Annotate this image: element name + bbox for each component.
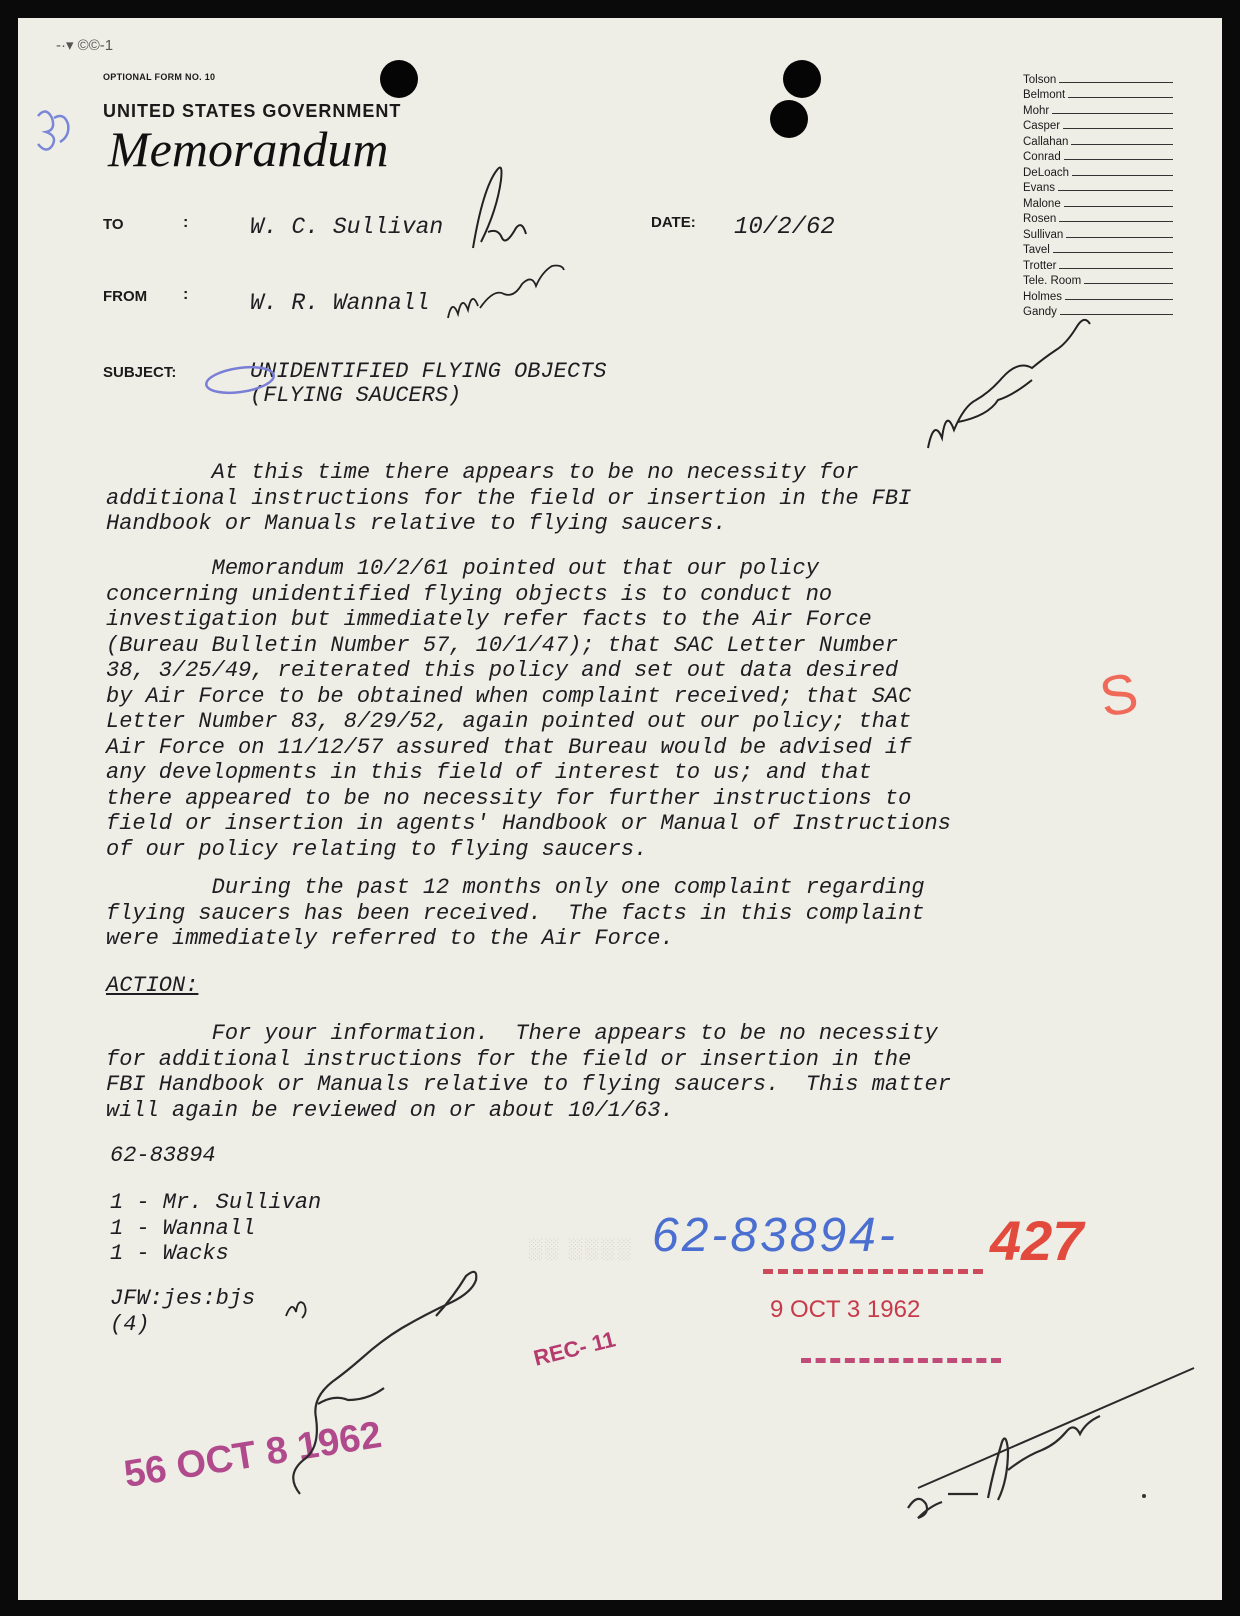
typist-initials: JFW:jes:bjs (110, 1286, 256, 1311)
date-stamp: 9 OCT 3 1962 (770, 1296, 921, 1323)
to-label: TO (103, 216, 124, 233)
routing-name: Tavel (1023, 244, 1050, 256)
faint-stamp-ghost: ░░ ░░░░ (528, 1238, 633, 1260)
from-value: W. R. Wannall (250, 290, 430, 316)
paragraph-3: During the past 12 months only one complaint regarding flying saucers has been received. The facts in this complaint were immediately referred to the Air Force. (106, 875, 925, 951)
government-heading: UNITED STATES GOVERNMENT (103, 101, 402, 121)
routing-name: Malone (1023, 197, 1061, 210)
bottom-date-stamp: 56 OCT 8 1962 (121, 1413, 385, 1497)
margin-signature (928, 320, 1090, 448)
subject-label: SUBJECT: (103, 364, 177, 381)
strike-line (918, 1368, 1194, 1488)
file-number: 62-83894 (110, 1143, 216, 1168)
subject-line-1: UNIDENTIFIED FLYING OBJECTS (250, 359, 607, 384)
page-speck (1142, 1494, 1146, 1498)
routing-name: Trotter (1023, 259, 1057, 272)
initials-mark (286, 1302, 306, 1318)
subject-line-2: (FLYING SAUCERS) (250, 383, 462, 408)
to-value: W. C. Sullivan (250, 214, 444, 240)
handwriting-overlay (18, 18, 1222, 1600)
red-margin-mark: S (1094, 660, 1143, 729)
action-heading: ACTION: (106, 973, 199, 998)
routing-name: Conrad (1023, 151, 1061, 163)
routing-name: Gandy (1023, 306, 1057, 318)
cc-item: 1 - Mr. Sullivan (110, 1190, 322, 1215)
date-value: 10/2/62 (734, 214, 835, 241)
form-label: OPTIONAL FORM NO. 10 (103, 72, 216, 82)
routing-name: Evans (1023, 182, 1055, 194)
routing-name: Tele. Room (1023, 275, 1082, 287)
blue-initials-mark (38, 111, 68, 149)
routing-name: Holmes (1023, 290, 1062, 303)
rec-stamp: REC- 11 (531, 1326, 618, 1371)
routing-name: Tolson (1023, 73, 1057, 86)
copy-count: (4) (110, 1312, 150, 1337)
memo-sheet (18, 18, 1222, 1600)
subject-circle-mark (205, 363, 276, 396)
serial-number-stamp: 427 (990, 1209, 1084, 1272)
file-number-stamp: 62-83894- (652, 1209, 898, 1262)
cc-item: 1 - Wacks (110, 1241, 229, 1266)
routing-name: Casper (1023, 120, 1061, 132)
routing-name: Rosen (1023, 213, 1057, 225)
sullivan-signature (473, 168, 526, 248)
date-label: DATE: (651, 214, 696, 231)
memo-title: Memorandum (108, 121, 389, 177)
routing-name: DeLoach (1023, 166, 1070, 179)
paragraph-2: Memorandum 10/2/61 pointed out that our policy concerning unidentified flying objects is to conduct no investigation but immediately refer facts to the Air Force (Bureau Bulletin Number 57, 10/1/47); that SAC Letter Number 38, 3/25/49, reiterated this policy and set out data desired by Air Force to be obtained when complaint received; that SAC Letter Number 83, 8/29/52, again pointed out our policy; that Air Force on 11/12/57 assured that Bureau would be advised if any developments in this field of interest to us; and that there appeared to be no necessity for further instructions to field or insertion in agents' Handbook or Manual of Instructions of our policy relating to flying saucers. (106, 556, 951, 862)
corner-mark: -·▾ ©©-1 (56, 37, 114, 54)
cc-item: 1 - Wannall (110, 1215, 256, 1241)
routing-name: Belmont (1023, 89, 1066, 101)
to-colon: : (183, 214, 189, 231)
bottom-signature (293, 1272, 476, 1494)
from-label: FROM (103, 288, 148, 305)
paragraph-1: At this time there appears to be no necessity for additional instructions for the field or insertion in the FBI Handbook or Manuals relative to flying saucers. (106, 460, 912, 536)
from-colon: : (183, 286, 189, 303)
paragraph-4: For your information. There appears to be no necessity for additional instructions for the field or insertion in the FBI Handbook or Manuals relative to flying saucers. This matter will again be reviewed on or about 10/1/63. (106, 1021, 951, 1123)
routing-name: Callahan (1023, 135, 1069, 148)
wannall-signature (448, 266, 564, 319)
routing-name: Mohr (1023, 104, 1050, 117)
routing-name: Sullivan (1023, 228, 1064, 241)
wacks-signature (908, 1416, 1100, 1518)
